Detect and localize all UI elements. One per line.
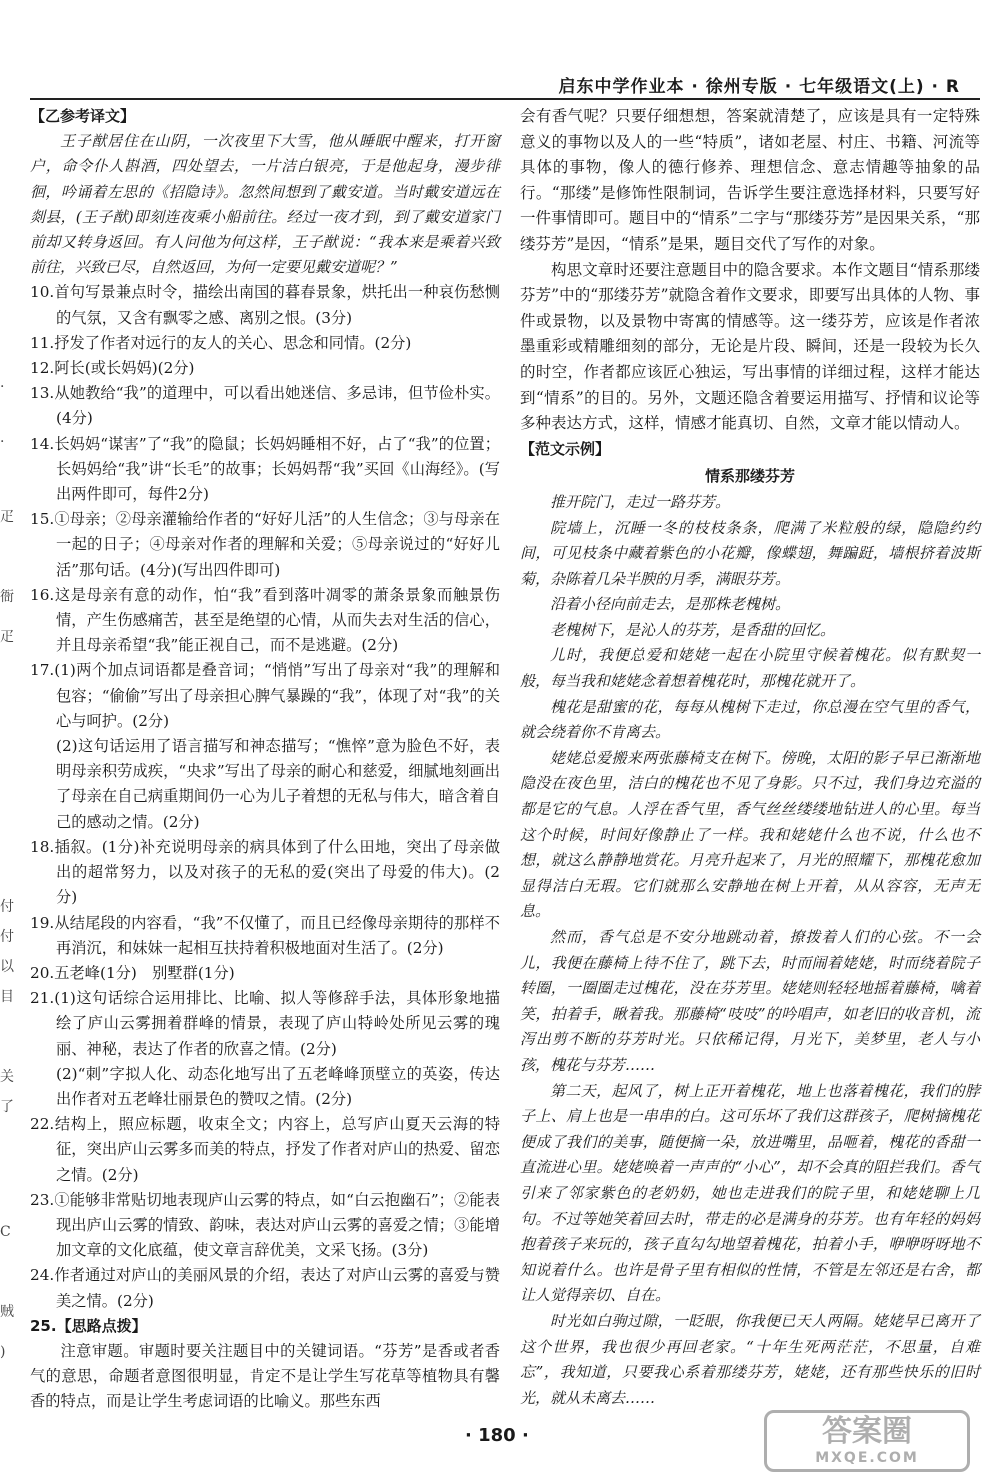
essay-title: 情系那缕芬芳 <box>704 467 795 486</box>
answer-subitem: (2)这句话运用了语言描写和神态描写；“憔悴”意为脸色不好，表明母亲积劳成疾，“央求”写出了母亲的耐心和慈爱，细腻地刻画出了母亲在自己病重期间仍一心为儿子着想的无私与伟大，暗含着自己的感动之情。(2分) <box>56 737 500 831</box>
essay-paragraph: 推开院门，走过一路芬芳。 <box>550 492 731 511</box>
answer-item: 20.五老峰(1分) 别墅群(1分) <box>30 963 235 982</box>
essay-paragraph: 然而，香气总是不安分地跳动着，撩拨着人们的心弦。不一会儿，我便在藤椅上待不住了，跳下去，时而闹着姥姥，时而绕着院子转圈，一圈圈走过槐花，没在芬芳里。姥姥则轻轻地摇着藤椅，噙着笑，拍着手，瞅着我。那藤椅“吱吱”的吟唱声，如老旧的收音机，流泻出剪不断的芬芳时光。只依稀记得，月光下，美梦里，老人与小孩，槐花与芬芳…… <box>520 928 980 1074</box>
answer-item: 13.从她教给“我”的道理中，可以看出她迷信、多忌讳，但节俭朴实。(4分) <box>30 384 500 428</box>
essay-paragraph: 儿时，我便总爱和姥姥一起在小院里守候着槐花。似有默契一般，每当我和姥姥念着想着槐花时，那槐花就开了。 <box>520 646 980 691</box>
watermark-logo <box>764 1410 970 1472</box>
essay-paragraph: 姥姥总爱搬来两张藤椅支在树下。傍晚，太阳的影子早已渐渐地隐没在夜色里，洁白的槐花也不见了身影。只不过，我们身边充溢的都是它的气息。人浮在香气里，香气丝丝缕缕地钻进人的心里。每当这个时候，时间好像静止了一样。我和姥姥什么也不说，什么也不想，就这么静静地赏花。月亮升起来了，月光的照耀下，那槐花愈加显得洁白无瑕。它们就那么安静地在树上开着，从从容容，无声无息。 <box>520 748 980 921</box>
answer-item: 14.长妈妈“谋害”了“我”的隐鼠；长妈妈睡相不好，占了“我”的位置；长妈妈给“我”讲“长毛”的故事；长妈妈帮“我”买回《山海经》。(写出两件即可，每件2分) <box>30 434 500 504</box>
margin-mark: ) <box>0 1344 6 1360</box>
writing-tip-paragraph: 注意审题。审题时要关注题目中的关键词语。“芬芳”是香或者香气的意思，命题者意图很明显，肯定不是让学生写花草等植物具有馨香的特点，而是让学生考虑词语的比喻义。那些东西 <box>30 1341 500 1411</box>
margin-mark: 疋 <box>0 509 14 525</box>
answer-item: 11.抒发了作者对远行的友人的关心、思念和同情。(2分) <box>30 333 412 352</box>
essay-paragraph: 院墙上，沉睡一冬的枝枝条条，爬满了米粒般的绿，隐隐约约间，可见枝条中藏着紫色的小花瓣，像蝶翅，舞蹁跹，墙根挤着波斯菊，杂陈着几朵半腴的月季，满眼芬芳。 <box>520 518 980 588</box>
margin-mark: 疋 <box>0 629 14 645</box>
answer-subitem: (2)“刺”字拟人化、动态化地写出了五老峰峰顶壁立的英姿，传达出作者对五老峰壮丽景色的赞叹之情。(2分) <box>56 1064 500 1108</box>
margin-mark: 以 <box>0 959 14 975</box>
answer-item: 22.结构上，照应标题，收束全文；内容上，总写庐山夏天云海的特征，突出庐山云雾多而美的特点，抒发了作者对庐山的热爱、留恋之情。(2分) <box>30 1115 500 1184</box>
left-column <box>30 104 500 1415</box>
essay-paragraph: 第二天，起风了，树上正开着槐花，地上也落着槐花，我们的脖子上、肩上也是一串串的白。这可乐坏了我们这群孩子，爬树摘槐花便成了我们的美事，随便摘一朵，放进嘴里，品咂着，槐花的香甜一直流进心里。姥姥唤着一声声的“小心”，却不会真的阻拦我们。香气引来了邻家紫色的老奶奶，她也走进我们的院子里，和姥姥聊上几句。不过等她笑着回去时，带走的必是满身的芬芳。也有年轻的妈妈抱着孩子来玩的，孩子直勾勾地望着槐花，拍着小手，咿咿呀呀地不知说着什么。也许是骨子里有相似的性情，不管是左邻还是右舍，都让人觉得亲切、自在。 <box>520 1081 980 1305</box>
header-title: 启东中学作业本 · 徐州专版 · 七年级语文(上) · R <box>558 77 960 97</box>
translation-heading: 【乙参考译文】 <box>30 107 136 125</box>
margin-mark: 贼 <box>0 1304 14 1320</box>
answer-item: 12.阿长(或长妈妈)(2分) <box>30 359 195 378</box>
answer-item: 17.(1)两个加点词语都是叠音词；“悄悄”写出了母亲对“我”的理解和包容；“偷偷”写出了母亲担心脾气暴躁的“我”，体现了对“我”的关心与呵护。(2分) <box>30 661 500 730</box>
margin-mark: · <box>0 434 5 450</box>
answer-item: 21.(1)这句话综合运用排比、比喻、拟人等修辞手法，具体形象地描绘了庐山云雾拥着群峰的情景，表现了庐山特岭处所见云雾的瑰丽、神秘，表达了作者的欣喜之情。(2分) <box>30 989 500 1058</box>
answer-item: 18.插叙。(1分)补充说明母亲的病具体到了什么田地，突出了母亲做出的超常努力，以及对孩子的无私的爱(突出了母爱的伟大)。(2分) <box>30 837 500 907</box>
margin-mark: 目 <box>0 989 14 1005</box>
example-heading: 【范文示例】 <box>520 439 611 458</box>
translation-text: 王子猷居住在山阴，一次夜里下大雪，他从睡眠中醒来，打开窗户，命令仆人斟酒，四处望去，一片洁白银亮，于是他起身，漫步徘徊，吟诵着左思的《招隐诗》。忽然间想到了戴安道。当时戴安道远在剡县，(王子猷)即刻连夜乘小船前往。经过一夜才到，到了戴安道家门前却又转身返回。有人问他为何这样，王子猷说：“我本来是乘着兴致前往，兴致已尽，自然返回，为何一定要见戴安道呢？” <box>30 132 500 277</box>
margin-mark: C <box>0 1224 11 1240</box>
margin-mark: 衙 <box>0 589 14 605</box>
answer-item: 10.首句写景兼点时令，描绘出南国的暮春景象，烘托出一种哀伤愁恻的气氛，又含有飘零之感、离别之恨。(3分) <box>30 283 500 327</box>
margin-mark: 了 <box>0 1099 14 1115</box>
answer-item: 24.作者通过对庐山的美丽风景的介绍，表达了对庐山云雾的喜爱与赞美之情。(2分) <box>30 1266 500 1310</box>
watermark-main: 答案圈 <box>822 1414 912 1449</box>
answer-item-25: 25.【思路点拨】 <box>30 1316 147 1335</box>
writing-tip-continued: 会有香气呢？只要仔细想想，答案就清楚了，应该是具有一定特殊意义的事物以及人的一些“特质”，诸如老屋、村庄、书籍、河流等具体的事物，像人的德行修养、理想信念、意志情趣等抽象的品行。“那缕”是修饰性限制词，告诉学生要注意选择材料，只要写好一件事情即可。题目中的“情系”二字与“那缕芬芳”是因果关系，“那缕芬芳”是因，“情系”是果，题目交代了写作的对象。 <box>520 107 980 253</box>
essay-paragraph: 沿着小径向前走去，是那株老槐树。 <box>550 595 791 614</box>
essay-paragraph: 老槐树下，是沁人的芬芳，是香甜的回忆。 <box>550 620 836 639</box>
answer-item: 16.这是母亲有意的动作，怕“我”看到落叶凋零的萧条景象而触景伤情，产生伤感痛苦，甚至是绝望的心情，从而失去对生活的信心，并且母亲希望“我”能正视自己，而不是逃避。(2分) <box>30 585 500 655</box>
margin-mark: · <box>0 379 5 395</box>
answer-item: 19.从结尾段的内容看，“我”不仅懂了，而且已经像母亲期待的那样不再消沉，和妹妹一起相互扶持着积极地面对生活了。(2分) <box>30 913 500 957</box>
essay-paragraph: 时光如白驹过隙，一眨眼，你我便已天人两隔。姥姥早已离开了这个世界，我也很少再回老家。“十年生死两茫茫，不思量，自难忘”，我知道，只要我心系着那缕芬芳，姥姥，还有那些快乐的旧时光，就从未离去…… <box>520 1311 980 1407</box>
watermark-sub: MXQE.COM <box>815 1450 919 1466</box>
writing-tip-paragraph: 构思文章时还要注意题目中的隐含要求。本作文题目“情系那缕芬芳”中的“那缕芬芳”就隐含着作文要求，即要写出具体的人物、事件或景物，以及景物中寄寓的情感等。这一缕芬芳，应该是作者浓墨重彩或精雕细刻的部分，无论是片段、瞬间，还是一段较为长久的时空，作者都应该匠心独运，写出事情的详细过程，这样才能达到“情系”的目的。另外，文题还隐含着要运用描写、抒情和议论等多种表达方式，这样，情感才能真切、自然，文章才能以情动人。 <box>520 260 980 433</box>
page-number: · 180 · <box>465 1425 529 1446</box>
answer-item: 23.①能够非常贴切地表现庐山云雾的特点，如“白云抱幽石”；②能表现出庐山云雾的情致、韵味，表达对庐山云雾的喜爱之情；③能增加文章的文化底蕴，使文章言辞优美，文采飞扬。(3分) <box>30 1190 500 1260</box>
margin-mark: 付 <box>0 929 14 945</box>
essay-paragraph: 槐花是甜蜜的花，每每从槐树下走过，你总漫在空气里的香气，就会绕着你不肯离去。 <box>520 697 980 742</box>
margin-mark: 付 <box>0 899 14 915</box>
right-column <box>520 104 980 1411</box>
margin-mark: 关 <box>0 1069 14 1085</box>
page-header <box>30 70 980 100</box>
answer-item: 15.①母亲；②母亲灌输给作者的“好好儿活”的人生信念；③与母亲在一起的日子；④母亲对作者的理解和关爱；⑤母亲说过的“好好儿活”那句话。(4分)(写出四件即可) <box>30 510 500 579</box>
